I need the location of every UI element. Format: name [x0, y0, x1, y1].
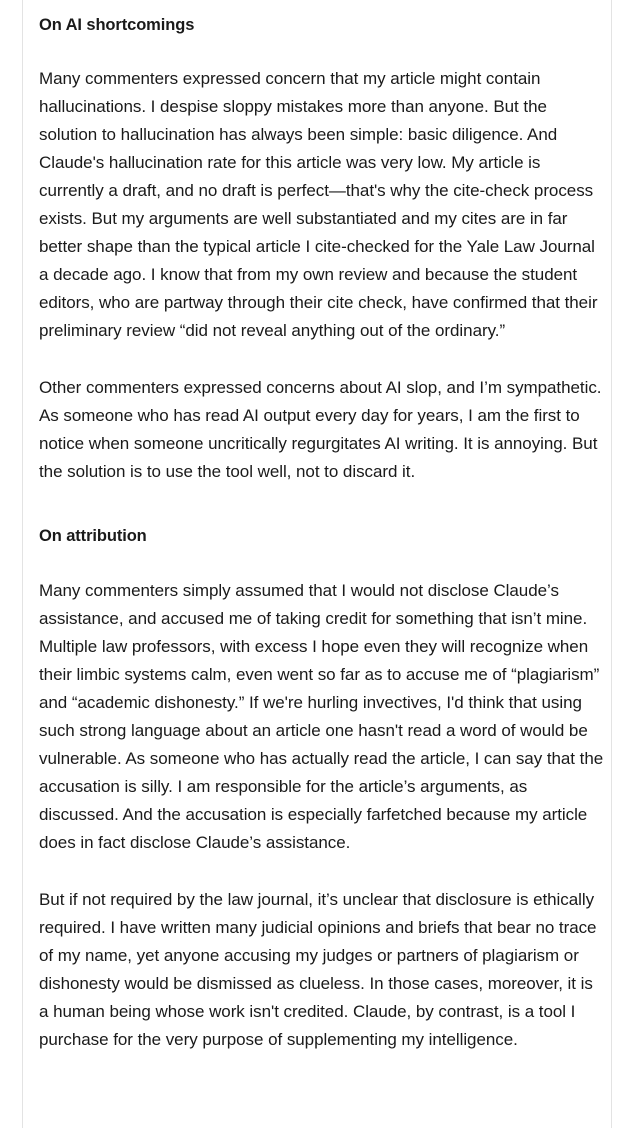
section-heading-ai-shortcomings: On AI shortcomings [39, 16, 195, 34]
paragraph: But if not required by the law journal, it’s unclear that disclosure is ethically required. I have written many judicial opinions and briefs that bear no trace of my name, yet anyone accusing my judges or partners of plagiarism or dishonesty would be dismissed as clueless. In those cases, moreover, it is a human being whose work isn't credited. Claude, by contrast, is a tool I purchase for the very purpose of supplementing my intelligence. [39, 889, 597, 1049]
paragraph: Many commenters simply assumed that I would not disclose Claude’s assistance, and accused me of taking credit for something that isn’t mine. Multiple law professors, with excess I hope even they will recognize when their limbic systems calm, even went so far as to accuse me of “plagiarism” and “academic dishonesty.” If we're hurling invectives, I'd think that using such strong language about an article one hasn't read a word of would be vulnerable. As someone who has actually read the article, I can say that the accusation is silly. I am responsible for the article’s arguments, as discussed. And the accusation is especially farfetched because my article does in fact disclose Claude’s assistance. [39, 580, 604, 852]
paragraph: Other commenters expressed concerns about AI slop, and I’m sympathetic. As someone who has read AI output every day for years, I am the first to notice when someone uncritically regurgitates AI writing. It is annoying. But the solution is to use the tool well, not to discard it. [39, 378, 602, 482]
paragraph: Many commenters expressed concern that my article might contain hallucinations. I despise sloppy mistakes more than anyone. But the solution to hallucination has always been simple: basic diligence. And Claude's hallucination rate for this article was very low. My article is currently a draft, and no draft is perfect—that's why the cite-check process exists. But my arguments are well substantiated and my cites are in far better shape than the typical article I cite-checked for the Yale Law Journal a decade ago. I know that from my own review and because the student editors, who are partway through their cite check, have confirmed that their preliminary review “did not reveal anything out of the ordinary.” [39, 69, 598, 341]
section-heading-attribution: On attribution [39, 527, 147, 546]
